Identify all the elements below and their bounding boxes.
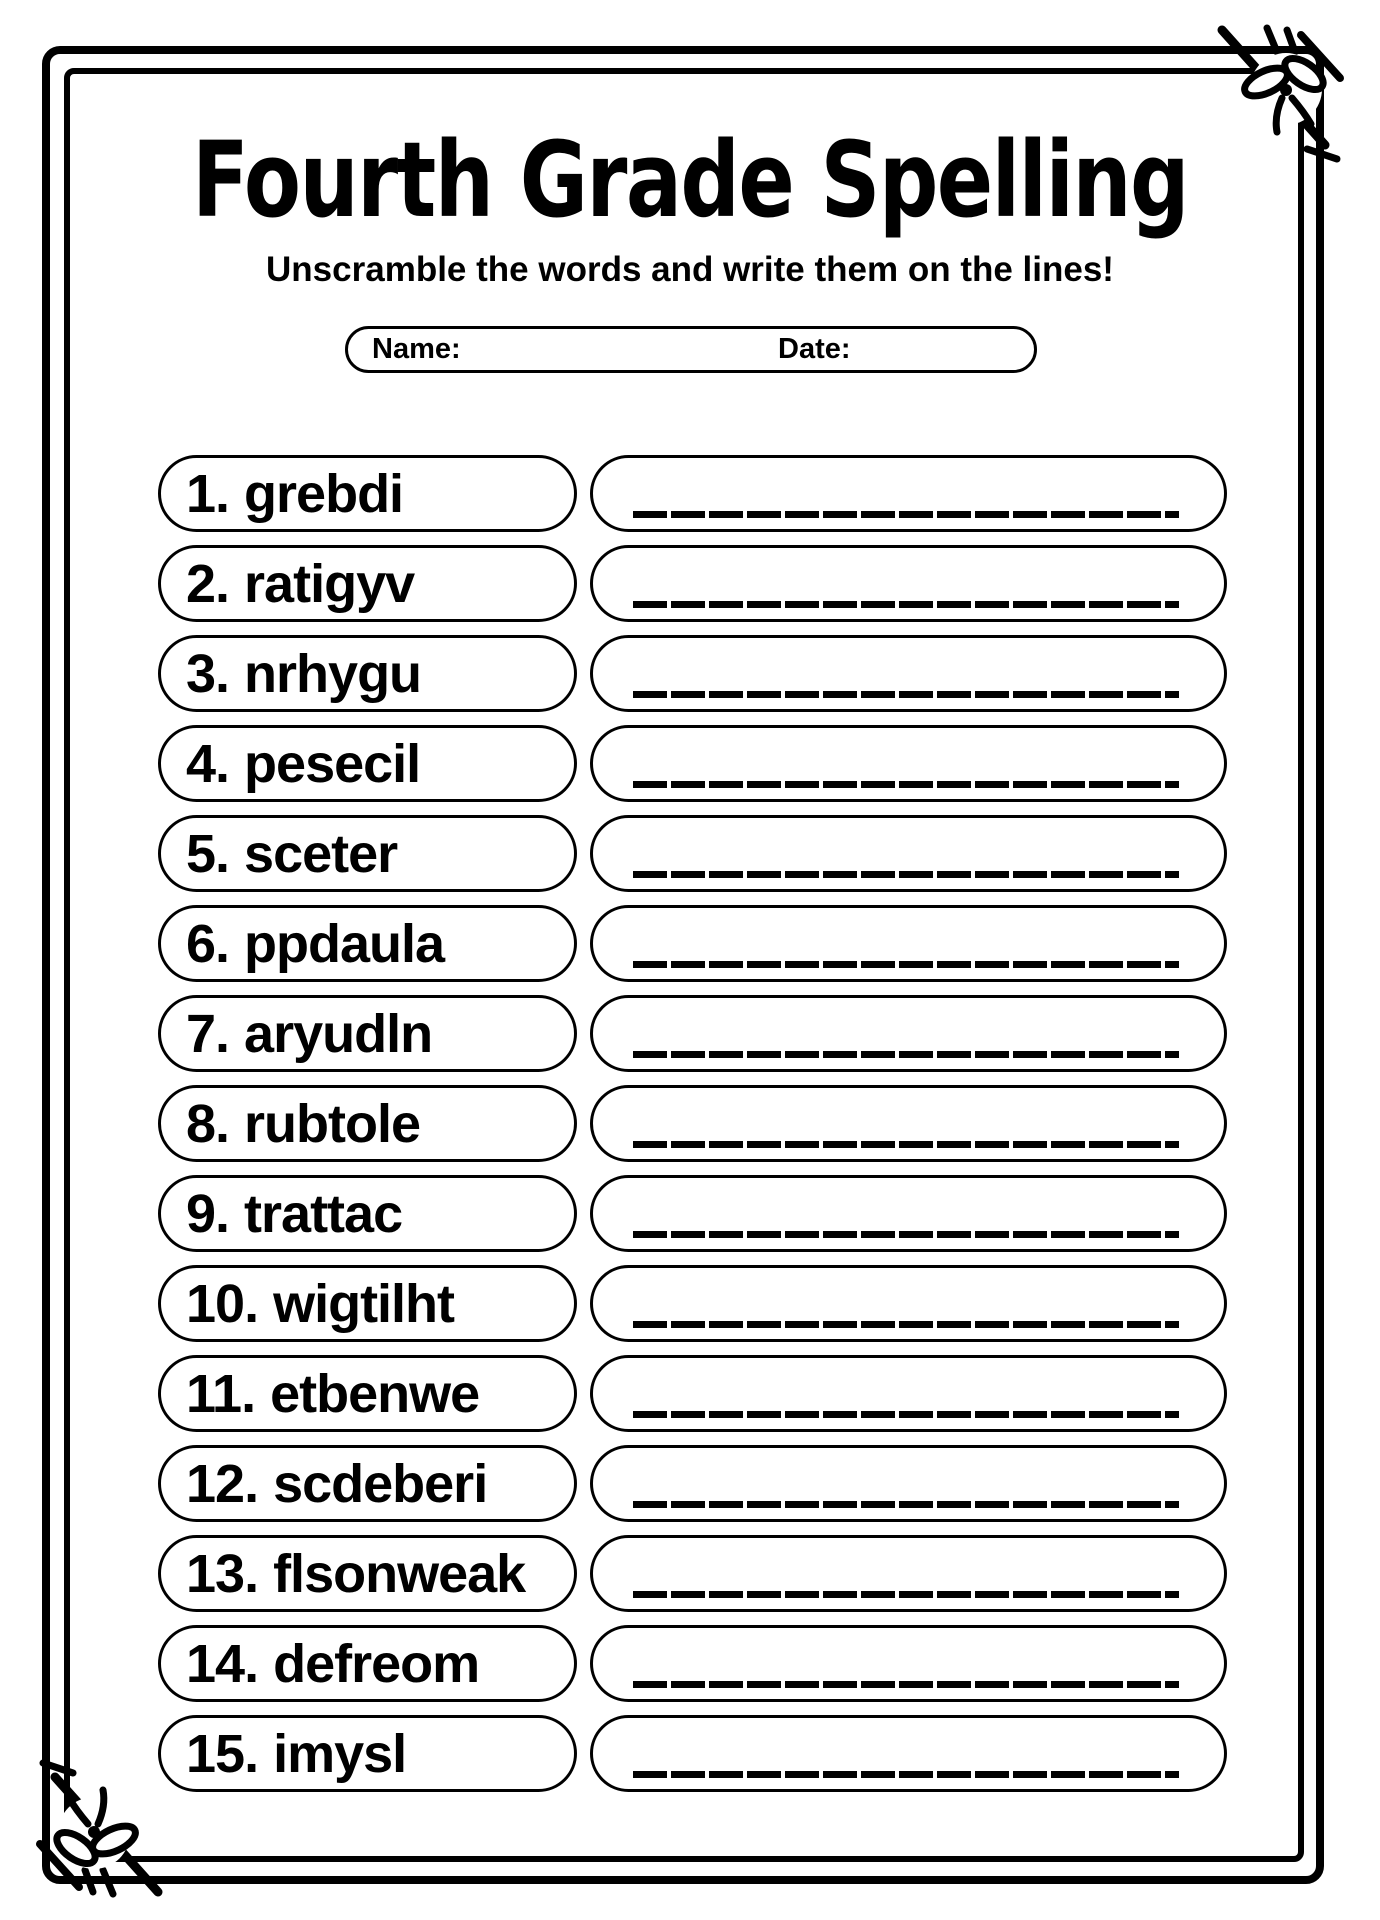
item-scrambled-word: defreom: [273, 1633, 480, 1694]
answer-line: [633, 961, 1179, 968]
item-scrambled-word: nrhygu: [244, 643, 422, 704]
page-title: Fourth Grade Spelling: [192, 119, 1188, 241]
worksheet-row: [158, 1355, 1227, 1432]
word-pill: [158, 995, 577, 1072]
item-number: 9.: [186, 1183, 230, 1244]
answer-line: [633, 1141, 1179, 1148]
item-number: 15.: [186, 1723, 259, 1784]
item-number: 12.: [186, 1453, 259, 1514]
answer-line: [633, 691, 1179, 698]
answer-line: [633, 1411, 1179, 1418]
worksheet-row: [158, 1085, 1227, 1162]
date-input-area[interactable]: [858, 329, 1024, 370]
item-scrambled-word: etbenwe: [270, 1363, 480, 1424]
item-scrambled-word: flsonweak: [273, 1543, 526, 1604]
answer-blank[interactable]: [590, 725, 1227, 802]
item-number: 4.: [186, 733, 230, 794]
item-number: 13.: [186, 1543, 259, 1604]
answer-line: [633, 871, 1179, 878]
answer-blank[interactable]: [590, 1715, 1227, 1792]
worksheet-row: [158, 815, 1227, 892]
answer-blank[interactable]: [590, 1535, 1227, 1612]
ribbon-bow-icon: [16, 1750, 166, 1910]
word-pill: [158, 1535, 577, 1612]
date-label: Date:: [778, 333, 851, 365]
answer-blank[interactable]: [590, 1355, 1227, 1432]
answer-line: [633, 1051, 1179, 1058]
worksheet-row: [158, 455, 1227, 532]
answer-line: [633, 1771, 1179, 1778]
answer-line: [633, 1321, 1179, 1328]
worksheet-row: [158, 1445, 1227, 1522]
worksheet-row: [158, 995, 1227, 1072]
answer-blank[interactable]: [590, 1085, 1227, 1162]
item-number: 2.: [186, 553, 230, 614]
word-pill: [158, 815, 577, 892]
page-subtitle: Unscramble the words and write them on the lines!: [266, 250, 1114, 289]
answer-blank[interactable]: [590, 1625, 1227, 1702]
word-pill: [158, 1085, 577, 1162]
answer-blank[interactable]: [590, 455, 1227, 532]
word-pill: [158, 905, 577, 982]
item-number: 1.: [186, 463, 230, 524]
worksheet-row: [158, 1265, 1227, 1342]
answer-blank[interactable]: [590, 1265, 1227, 1342]
item-scrambled-word: sceter: [244, 823, 398, 884]
answer-line: [633, 781, 1179, 788]
word-pill: [158, 1715, 577, 1792]
worksheet-row: [158, 725, 1227, 802]
answer-blank[interactable]: [590, 905, 1227, 982]
answer-line: [633, 1591, 1179, 1598]
word-pill: [158, 1445, 577, 1522]
word-pill: [158, 1265, 577, 1342]
word-list: [158, 455, 1227, 1805]
item-number: 11.: [186, 1363, 256, 1424]
worksheet-row: [158, 1175, 1227, 1252]
answer-line: [633, 601, 1179, 608]
word-pill: [158, 455, 577, 532]
name-date-field: [345, 326, 1037, 373]
answer-line: [633, 511, 1179, 518]
worksheet-row: [158, 1715, 1227, 1792]
item-scrambled-word: ratigyv: [244, 553, 415, 614]
item-scrambled-word: aryudln: [244, 1003, 433, 1064]
answer-line: [633, 1231, 1179, 1238]
item-scrambled-word: imysl: [273, 1723, 407, 1784]
answer-blank[interactable]: [590, 635, 1227, 712]
name-label: Name:: [372, 333, 461, 365]
answer-blank[interactable]: [590, 815, 1227, 892]
word-pill: [158, 545, 577, 622]
item-number: 14.: [186, 1633, 259, 1694]
item-scrambled-word: wigtilht: [273, 1273, 455, 1334]
answer-line: [633, 1681, 1179, 1688]
word-pill: [158, 1355, 577, 1432]
item-scrambled-word: scdeberi: [273, 1453, 488, 1514]
answer-blank[interactable]: [590, 545, 1227, 622]
worksheet-row: [158, 635, 1227, 712]
item-scrambled-word: ppdaula: [244, 913, 445, 974]
item-number: 7.: [186, 1003, 230, 1064]
item-number: 8.: [186, 1093, 230, 1154]
word-pill: [158, 1625, 577, 1702]
item-number: 6.: [186, 913, 230, 974]
word-pill: [158, 725, 577, 802]
answer-line: [633, 1501, 1179, 1508]
item-scrambled-word: grebdi: [244, 463, 404, 524]
item-number: 3.: [186, 643, 230, 704]
worksheet-row: [158, 1625, 1227, 1702]
item-scrambled-word: rubtole: [244, 1093, 421, 1154]
answer-blank[interactable]: [590, 995, 1227, 1072]
name-input-area[interactable]: [478, 329, 768, 370]
word-pill: [158, 635, 577, 712]
worksheet-row: [158, 905, 1227, 982]
answer-blank[interactable]: [590, 1445, 1227, 1522]
item-number: 5.: [186, 823, 230, 884]
item-scrambled-word: pesecil: [244, 733, 421, 794]
answer-blank[interactable]: [590, 1175, 1227, 1252]
worksheet-row: [158, 545, 1227, 622]
item-number: 10.: [186, 1273, 259, 1334]
worksheet-row: [158, 1535, 1227, 1612]
item-scrambled-word: trattac: [244, 1183, 403, 1244]
word-pill: [158, 1175, 577, 1252]
